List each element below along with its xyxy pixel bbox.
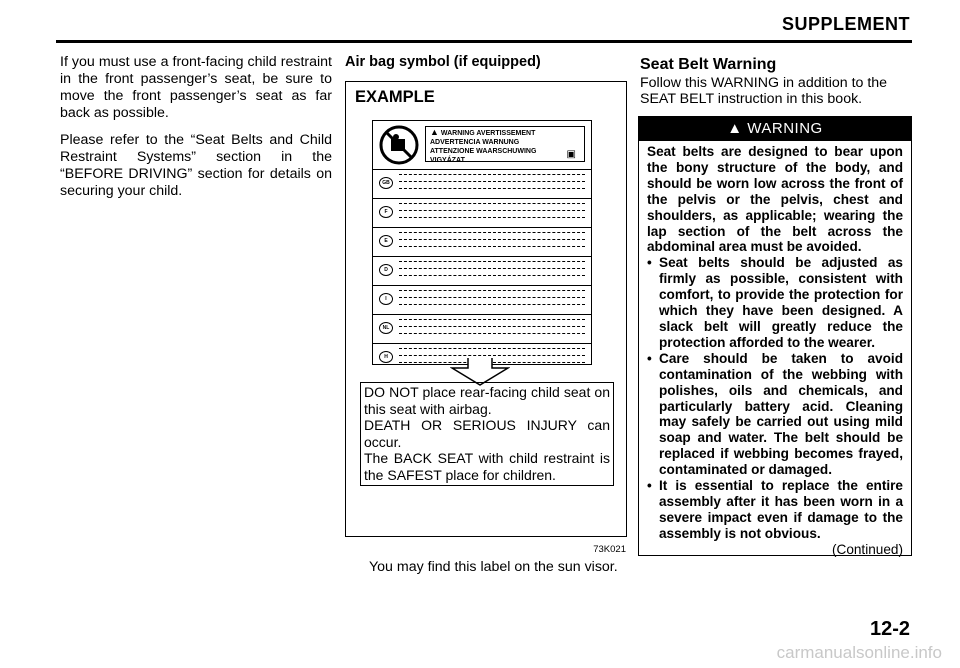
example-box [345, 81, 627, 537]
header-rule [56, 40, 912, 43]
sun-visor-note: You may find this label on the sun visor. [369, 559, 618, 575]
placeholder-text [399, 319, 585, 340]
warning-triangle-icon: ▲ [727, 120, 743, 137]
warning-line: The BACK SEAT with child restraint is the SAFEST place for children. [364, 450, 610, 483]
airbag-label-card [372, 120, 592, 365]
flag-icon: E [379, 235, 393, 247]
warning-body [639, 141, 911, 558]
flag-icon: D [379, 264, 393, 276]
language-row [373, 169, 591, 198]
column-right [640, 56, 912, 557]
list-item: • Seat belts should be adjusted as firmly as possible, consistent with comfort, to provide the protection for which they have been designed. A slack belt will greatly reduce the protection afforded to the wearer. [647, 255, 903, 350]
airbag-warning-text [360, 382, 614, 486]
flag-icon: GB [379, 177, 393, 189]
language-row [373, 314, 591, 343]
airbag-heading: Air bag symbol (if equipped) [345, 54, 541, 70]
placeholder-text [399, 174, 585, 195]
language-row [373, 256, 591, 285]
label-warning-line: WARNING AVERTISSEMENT [440, 130, 536, 137]
seat-belt-heading: Seat Belt Warning [640, 56, 777, 73]
label-warning-line: ATTENZIONE WAARSCHUWING [430, 148, 537, 155]
warning-bullets [647, 255, 903, 541]
language-row [373, 198, 591, 227]
list-item: • Care should be taken to avoid contamination of the webbing with polishes, oils and chemicals, and particularly battery acid. Cleaning may safely be carried out using mild soap and water. The belt should be replaced if webbing becomes frayed, contaminated or damaged. [647, 351, 903, 478]
list-item: • It is essential to replace the entire assembly after it has been worn in a severe impact even if damage to the assembly is not obvious. [647, 478, 903, 542]
flag-icon: NL [379, 322, 393, 334]
flag-icon: I [379, 293, 393, 305]
watermark: carmanualsonline.info [776, 643, 942, 662]
seat-belt-intro: Follow this WARNING in addition to the SEAT BELT instruction in this book. [640, 75, 888, 107]
label-warning-line: VIGYÁZAT [430, 157, 465, 164]
warning-bar [639, 117, 911, 141]
placeholder-text [399, 261, 585, 282]
seat-belt-warning-box [638, 116, 912, 556]
placeholder-text [399, 232, 585, 253]
book-icon: ▣ [566, 149, 576, 160]
column-middle [345, 54, 630, 575]
page-number: 12-2 [869, 618, 910, 640]
language-row [373, 227, 591, 256]
warning-label: WARNING [747, 120, 823, 137]
label-warning-block [425, 126, 585, 162]
continued-label: (Continued) [831, 541, 903, 557]
language-row [373, 285, 591, 314]
section-title: SUPPLEMENT [781, 14, 910, 34]
warning-triangle-icon: ▲ [430, 127, 439, 137]
figure-code: 73K021 [593, 544, 626, 555]
flag-icon: H [379, 351, 393, 363]
label-warning-line: ADVERTENCIA WARNUNG [430, 139, 520, 146]
paragraph-child-restraint: If you must use a front-facing child restraint in the front passenger’s seat, be sure to move the front passenger’s seat as far back as possible. [60, 54, 332, 121]
label-head [373, 121, 591, 167]
language-rows [373, 169, 591, 372]
warning-line: DEATH OR SERIOUS INJURY can occur. [364, 417, 610, 450]
no-rear-facing-seat-icon [379, 125, 419, 165]
warning-paragraph: Seat belts are designed to bear upon the bony structure of the body, and should be worn low across the front of the pelvis or the pelvis, chest and shoulders, as applicable; wearing the lap section of the belt across the abdominal area must be avoided. [647, 144, 903, 255]
flag-icon: F [379, 206, 393, 218]
example-title: EXAMPLE [355, 88, 435, 106]
paragraph-refer: Please refer to the “Seat Belts and Child Restraint Systems” section in the “BEFORE DRIVING” section for details on securing your child. [60, 132, 332, 199]
warning-line: DO NOT place rear-facing child seat on this seat with airbag. [364, 384, 610, 417]
column-left [60, 54, 332, 210]
placeholder-text [399, 203, 585, 224]
placeholder-text [399, 290, 585, 311]
